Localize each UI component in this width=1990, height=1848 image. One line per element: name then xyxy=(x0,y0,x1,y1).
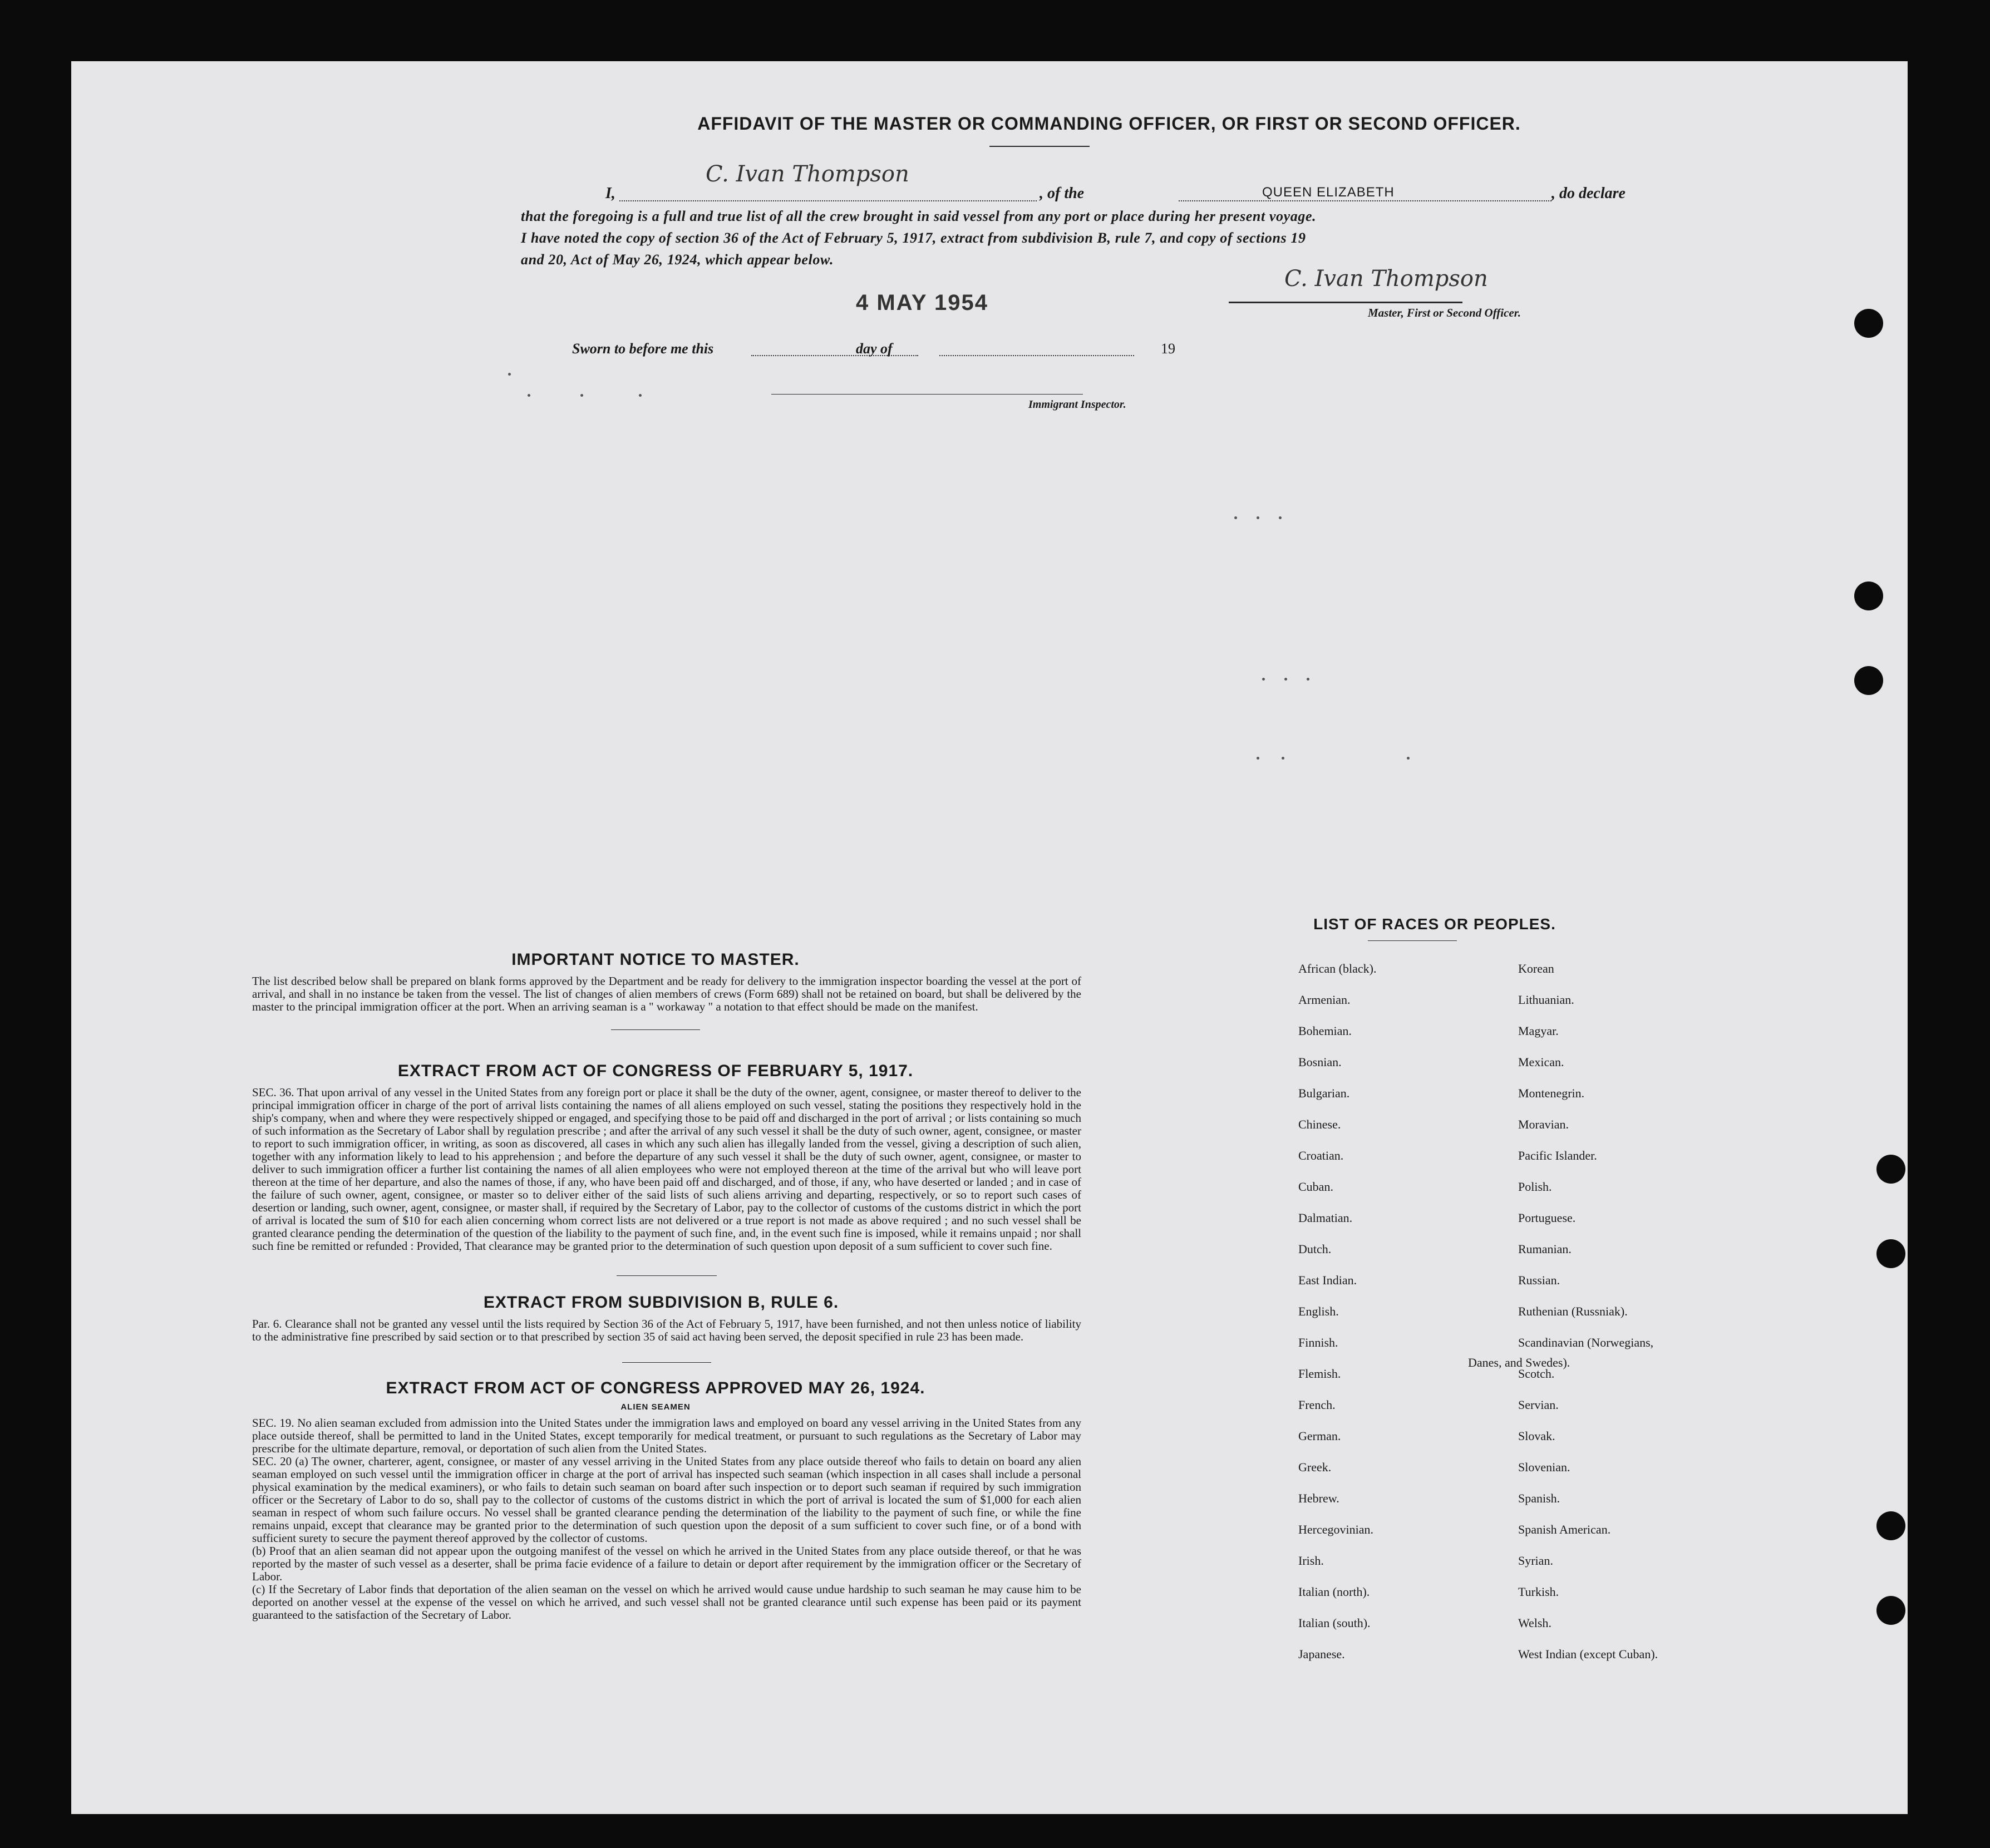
extract-1917-divider xyxy=(617,1275,717,1276)
subdivision-b-text: Par. 6. Clearance shall not be granted any vessel until the lists required by Section 36 of the Act of February 5, 1917, have been furnished, and not then unless notice of liability to the administrative fine prescribed by said section or to that prescribed by section 35 of said act having been served, the deposit specified in rule 23 has been made. xyxy=(252,1317,1081,1343)
signature-top: C. Ivan Thompson xyxy=(706,161,909,187)
document-page xyxy=(71,61,1908,1814)
punch-hole xyxy=(1876,1155,1905,1184)
affidavit-title: AFFIDAVIT OF THE MASTER OR COMMANDING OFFICER, OR FIRST OR SECOND OFFICER. xyxy=(697,114,1521,134)
race-item-left: Irish. xyxy=(1298,1554,1324,1568)
notice-text: The list described below shall be prepared on blank forms approved by the Department and be ready for delivery to the immigration inspector boarding the vessel at the port of arrival, and shall in no instance be taken from the vessel. The list of changes of alien members of crews (Form 689) shall not be retained on board, but shall be delivered by the master to the principal immigration officer at the port. When an arriving seaman is a " workaway " a notation to that effect should be made on the manifest. xyxy=(252,974,1081,1013)
signature-bottom: C. Ivan Thompson xyxy=(1284,266,1488,292)
race-item-left: East Indian. xyxy=(1298,1273,1357,1287)
race-item-right: Magyar. xyxy=(1518,1024,1559,1038)
race-item-left: Cuban. xyxy=(1298,1180,1333,1194)
extract-1917-text: SEC. 36. That upon arrival of any vessel in the United States from any foreign port or place it shall be the duty of the owner, agent, consignee, or master thereof to deliver to the principal immigration officer in charge of the port of arrival lists containing the names of all aliens employed on such vessel, stating the positions they respectively hold in the ship's company, when and where they were respectively shipped or engaged, and specifying those to be paid off and discharged in the port of arrival ; or lists containing so much of such information as the Secretary of Labor shall by regulation prescribe ; and after the arrival of any such vessel it shall be the duty of such owner, agent, consignee, or master to report to such immigration officer, in writing, as soon as discovered, all cases in which any such alien has illegally landed from the vessel, giving a description of such alien, together with any information likely to lead to his apprehension ; and before the departure of any such vessel it shall be the duty of such owner, agent, consignee, or master to deliver to such immigration officer a further list containing the names of all alien employees who were not employed thereon at the time of the arrival but who will leave port thereon at the time of her departure, and also the names of those, if any, who have been paid off and discharged, and of those, if any, who have deserted or landed ; and in case of the failure of such owner, agent, consignee, or master so to deliver either of the said lists of such aliens arriving and departing, respectively, or so to report such cases of desertion or landing, such owner, agent, consignee, or master shall, if required by the Secretary of Labor, pay to the collector of customs of the customs district in which the port of arrival is located the sum of $10 for each alien concerning whom correct lists are not delivered or a true report is not made as above required ; and no such vessel shall be granted clearance pending the determination of the question of the liability to the payment of such fine, and, in the event such fine is imposed, while it remains unpaid ; nor shall such fine be remitted or refunded : Provided, That clearance may be granted prior to the determination of such question upon deposit of a sum sufficient to cover such fine. xyxy=(252,1086,1081,1253)
affidavit-line-1: that the foregoing is a full and true list of all the crew brought in said vessel from any port or place during her present voyage. xyxy=(521,208,1317,224)
notice-divider xyxy=(611,1029,700,1030)
race-item-right: Rumanian. xyxy=(1518,1242,1572,1256)
race-item-right: Portuguese. xyxy=(1518,1211,1576,1225)
race-item-right: Slovak. xyxy=(1518,1429,1555,1443)
race-item-left: Croatian. xyxy=(1298,1149,1344,1162)
date-stamp: 4 MAY 1954 xyxy=(856,290,988,315)
punch-hole xyxy=(1876,1511,1905,1540)
race-item-right: Spanish. xyxy=(1518,1491,1560,1505)
extract-1917-title: EXTRACT FROM ACT OF CONGRESS OF FEBRUARY 5, 1917. xyxy=(397,1062,914,1080)
sworn-month-line xyxy=(939,355,1134,356)
race-item-left: Hercegovinian. xyxy=(1298,1522,1373,1536)
do-declare-label: , do declare xyxy=(1551,185,1626,202)
name-line xyxy=(619,200,1037,201)
race-item-left: Dutch. xyxy=(1298,1242,1332,1256)
race-item-left: Hebrew. xyxy=(1298,1491,1339,1505)
race-item-left: French. xyxy=(1298,1398,1336,1412)
race-item-right: Polish. xyxy=(1518,1180,1552,1194)
race-item-right: Syrian. xyxy=(1518,1554,1553,1568)
extract-1924-title: EXTRACT FROM ACT OF CONGRESS APPROVED MAY 26, 1924. xyxy=(386,1379,925,1397)
race-item-continuation: Danes, and Swedes). xyxy=(1468,1356,1570,1369)
race-item-left: Chinese. xyxy=(1298,1117,1341,1131)
race-item-left: African (black). xyxy=(1298,962,1377,975)
vessel-line xyxy=(1179,200,1551,201)
year-prefix: 19 xyxy=(1161,341,1175,357)
sworn-label: Sworn to before me this xyxy=(572,341,714,357)
race-item-left: Bulgarian. xyxy=(1298,1086,1350,1100)
race-item-left: Finnish. xyxy=(1298,1336,1338,1349)
races-title: LIST OF RACES OR PEOPLES. xyxy=(1313,915,1556,933)
race-item-right: Scandinavian (Norwegians, xyxy=(1518,1336,1654,1349)
punch-hole xyxy=(1876,1596,1905,1625)
race-item-left: German. xyxy=(1298,1429,1341,1443)
race-item-right: Lithuanian. xyxy=(1518,993,1574,1007)
punch-hole xyxy=(1854,581,1883,610)
races-divider xyxy=(1368,940,1457,941)
race-item-left: Dalmatian. xyxy=(1298,1211,1353,1225)
title-underline xyxy=(989,146,1090,147)
race-item-right: Scotch. xyxy=(1518,1367,1555,1381)
race-item-right: Turkish. xyxy=(1518,1585,1559,1599)
race-item-left: Bosnian. xyxy=(1298,1055,1342,1069)
of-the-label: , of the xyxy=(1040,185,1085,202)
race-item-left: Japanese. xyxy=(1298,1647,1345,1661)
inspector-label: Immigrant Inspector. xyxy=(1028,398,1126,411)
extract-1924-subtitle: ALIEN SEAMEN xyxy=(620,1402,691,1412)
race-item-left: Greek. xyxy=(1298,1460,1332,1474)
race-item-right: Spanish American. xyxy=(1518,1522,1611,1536)
race-item-right: Ruthenian (Russniak). xyxy=(1518,1304,1628,1318)
race-item-right: Montenegrin. xyxy=(1518,1086,1585,1100)
race-item-left: English. xyxy=(1298,1304,1339,1318)
race-item-left: Bohemian. xyxy=(1298,1024,1352,1038)
race-item-right: Welsh. xyxy=(1518,1616,1551,1630)
race-item-right: Russian. xyxy=(1518,1273,1560,1287)
race-item-left: Armenian. xyxy=(1298,993,1351,1007)
race-item-right: Servian. xyxy=(1518,1398,1559,1412)
subdivision-b-title: EXTRACT FROM SUBDIVISION B, RULE 6. xyxy=(483,1293,839,1312)
inspector-signature-line xyxy=(771,394,1083,395)
punch-hole xyxy=(1854,666,1883,695)
subdivision-b-divider xyxy=(622,1362,711,1363)
race-item-left: Flemish. xyxy=(1298,1367,1341,1381)
master-label: Master, First or Second Officer. xyxy=(1368,306,1521,319)
i-label: I, xyxy=(605,185,615,202)
race-item-left: Italian (south). xyxy=(1298,1616,1371,1630)
punch-hole xyxy=(1876,1239,1905,1268)
sworn-day-line xyxy=(751,355,918,356)
punch-hole xyxy=(1854,309,1883,338)
extract-1924-text: SEC. 19. No alien seaman excluded from admission into the United States under the immigration laws and employed on board any vessel arriving in the United States from any place outside thereof, shall be permitted to land in the United States, except temporarily for medical treatment, or pursuant to such regulations as the Secretary of Labor may prescribe for the ultimate departure, removal, or deportation of such alien from the United States. SEC. 20 (a) The owner, charterer, agent, consignee, or master of any vessel arriving in the United States from any place outside thereof who fails to detain on board any alien seaman employed on such vessel until the immigration officer in charge at the port of arrival has inspected such seaman (which inspection in all cases shall include a personal physical examination by the medical examiners), or who fails to detain such seaman on board after such inspection or to deport such seaman if required by such immigration officer or the Secretary of Labor to do so, shall pay to the collector of customs of the customs district in which the port of arrival is located the sum of $1,000 for each alien seaman in respect of whom such failure occurs. No vessel shall be granted clearance pending the determination of the liability to the payment of such fine, or while the fine remains unpaid, except that clearance may be granted prior to the determination of such question upon the deposit of a sum sufficient to cover such fine, or of a bond with sufficient surety to secure the payment thereof approved by the collector of customs. (b) Proof that an alien seaman did not appear upon the outgoing manifest of the vessel on which he arrived in the United States from any place outside thereof, or that he was reported by the master of such vessel as a deserter, shall be prima facie evidence of a failure to detain or deport after requirement by the immigration officer or the Secretary of Labor. (c) If the Secretary of Labor finds that deportation of the alien seaman on the vessel on which he arrived would cause undue hardship to such seaman he may cause him to be deported on another vessel at the expense of the vessel on which he arrived, and such vessel shall not be granted clearance until such expense has been paid or its payment guaranteed to the satisfaction of the Secretary of Labor. xyxy=(252,1416,1081,1622)
day-of-label: day of xyxy=(856,341,893,357)
race-item-right: West Indian (except Cuban). xyxy=(1518,1647,1658,1661)
race-item-right: Pacific Islander. xyxy=(1518,1149,1597,1162)
race-item-left: Italian (north). xyxy=(1298,1585,1370,1599)
race-item-right: Moravian. xyxy=(1518,1117,1569,1131)
race-item-right: Mexican. xyxy=(1518,1055,1564,1069)
affidavit-line-2: I have noted the copy of section 36 of the Act of February 5, 1917, extract from subdivision B, rule 7, and copy of sections 19 xyxy=(521,230,1306,246)
race-item-right: Korean xyxy=(1518,962,1554,975)
signature-line xyxy=(1229,302,1462,303)
notice-title: IMPORTANT NOTICE TO MASTER. xyxy=(511,950,800,969)
race-item-right: Slovenian. xyxy=(1518,1460,1570,1474)
affidavit-line-3: and 20, Act of May 26, 1924, which appear below. xyxy=(521,252,834,268)
vessel-name: QUEEN ELIZABETH xyxy=(1262,185,1395,200)
